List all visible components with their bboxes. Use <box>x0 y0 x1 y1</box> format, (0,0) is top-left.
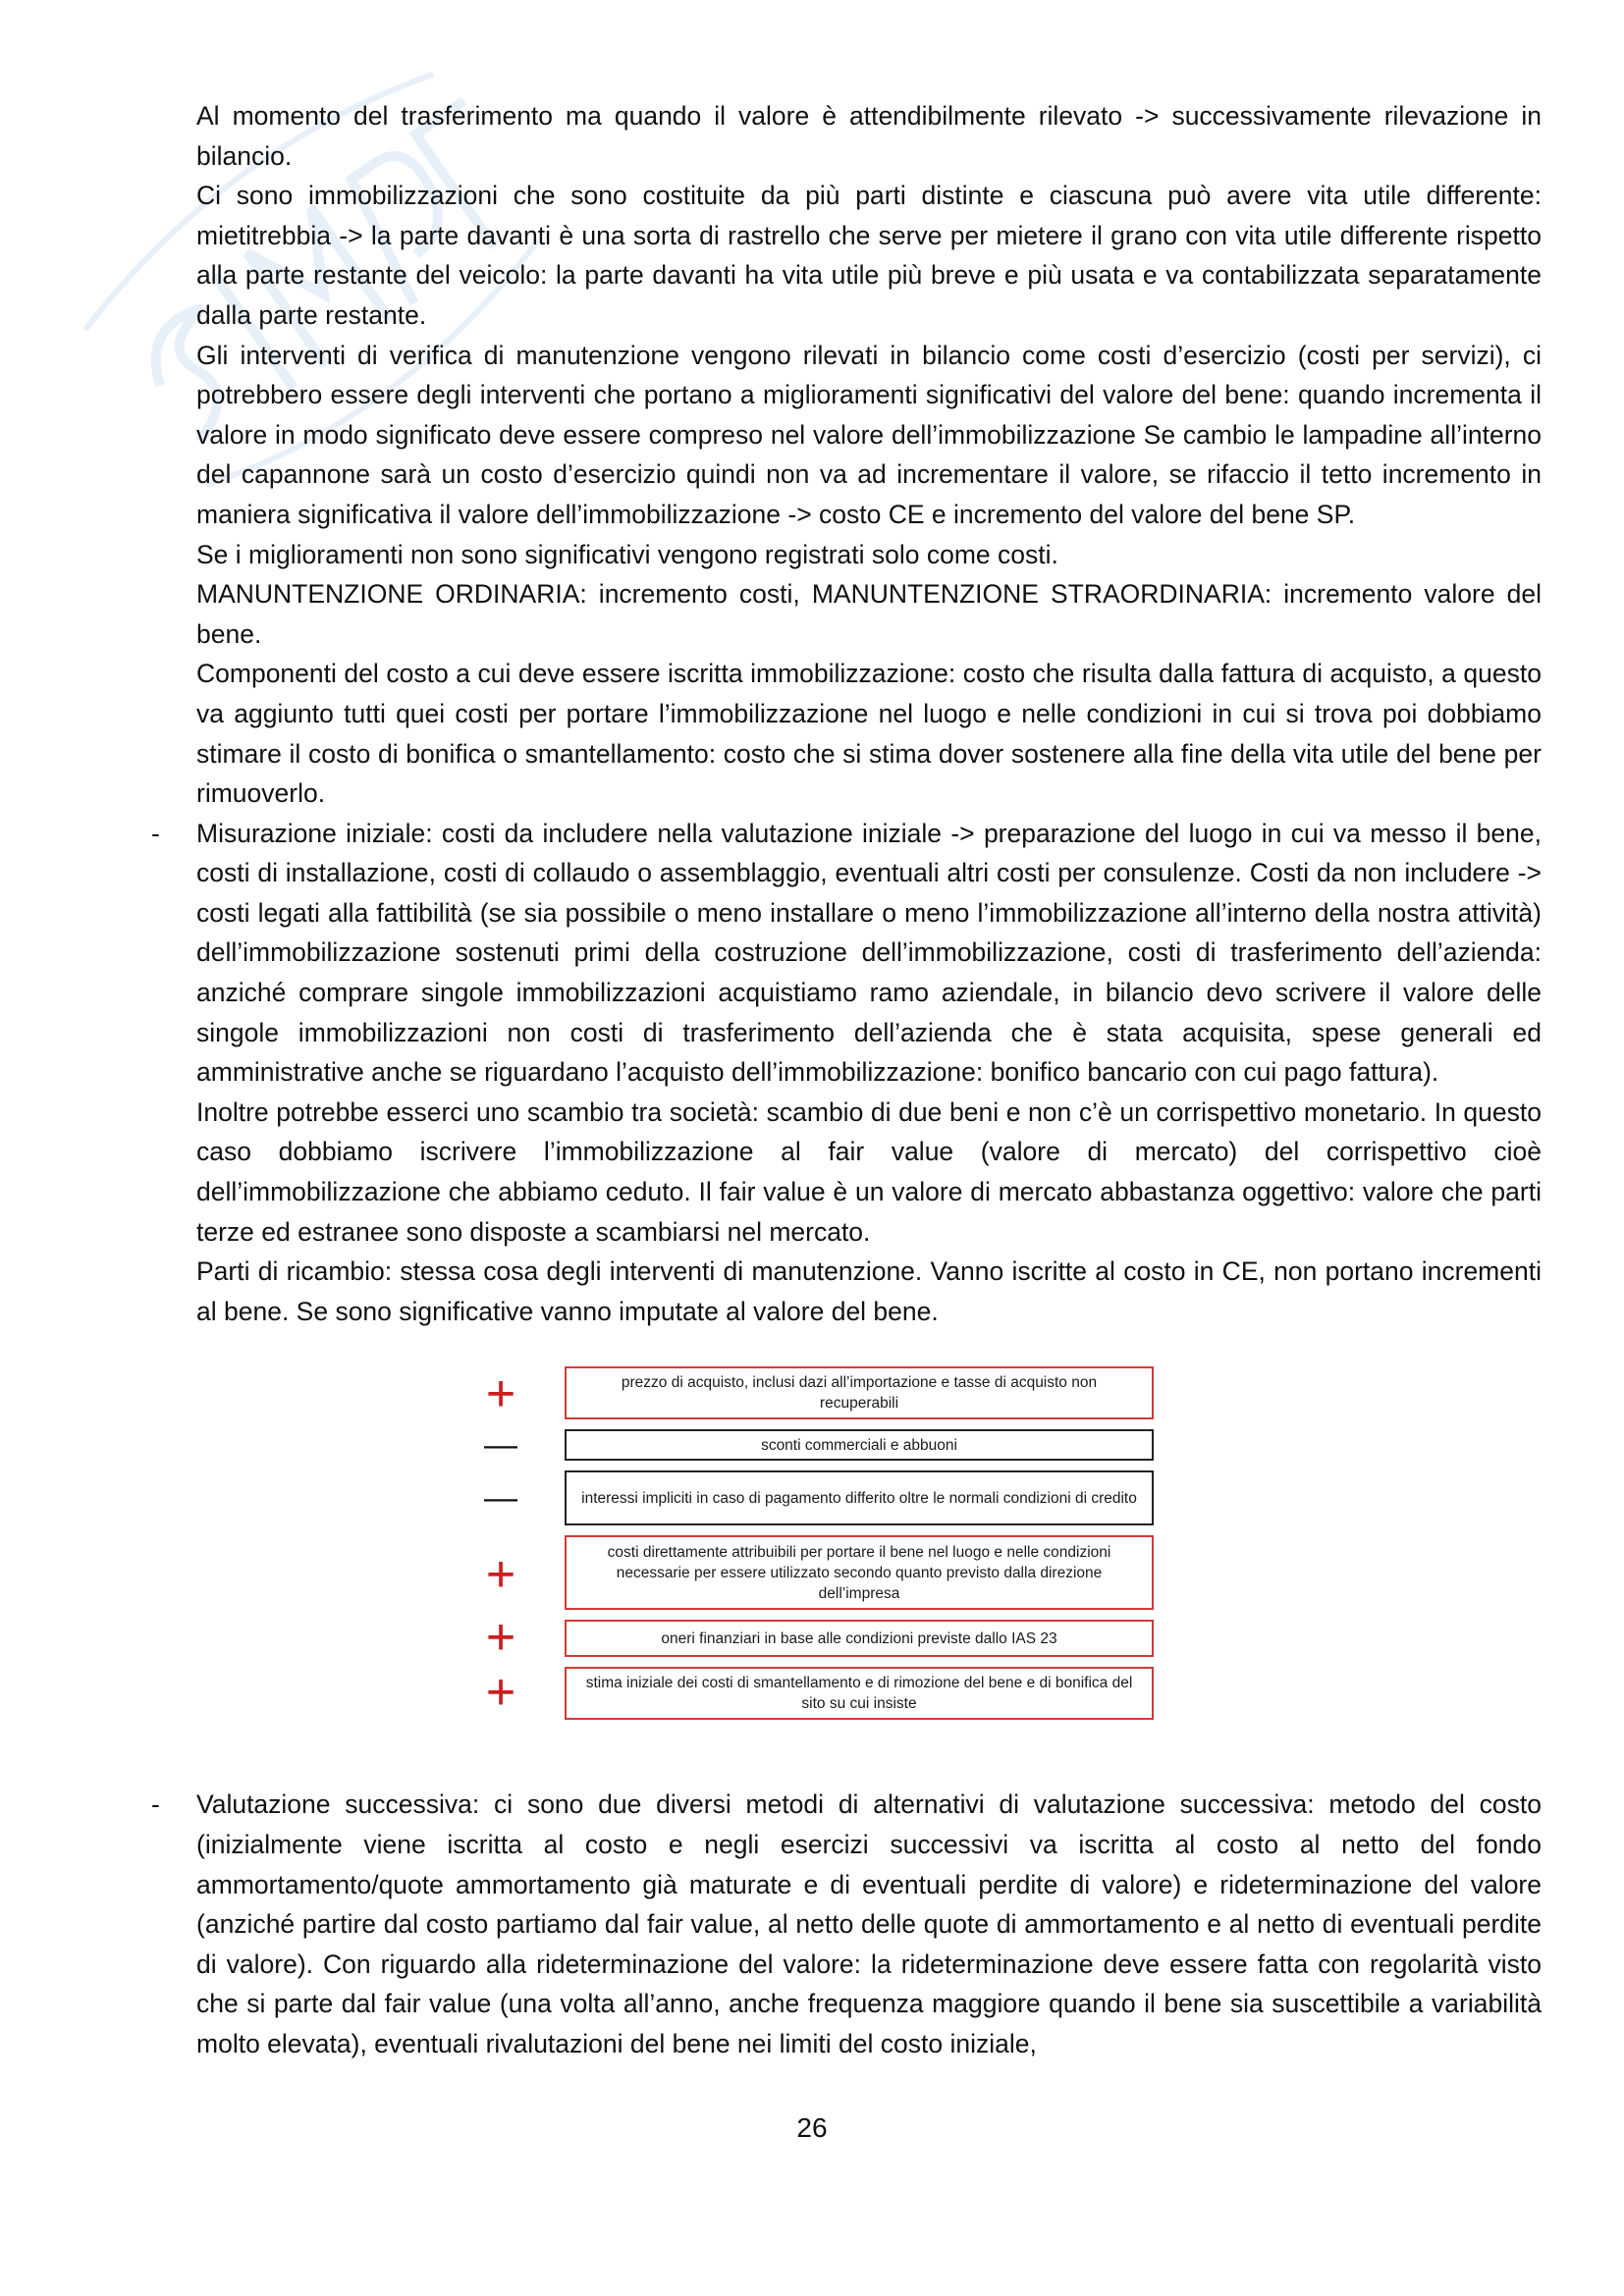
figure-box: costi direttamente attribuibili per portare il bene nel luogo e nelle condizioni necessarie per essere utilizzato secondo quanto previsto dalla direzione dell’impresa <box>565 1535 1154 1610</box>
paragraph: Inoltre potrebbe esserci uno scambio tra società: scambio di due beni e non c’è un corrispettivo monetario. In questo caso dobbiamo iscrivere l’immobilizzazione al fair value (valore di mercato) del corrispettivo cioè dell’immobilizzazione che abbiamo ceduto. Il fair value è un valore di mercato abbastanza oggettivo: valore che parti terze ed estranee sono disposte a scambiarsi nel mercato. <box>196 1096 1542 1247</box>
paragraph: Parti di ricambio: stessa cosa degli interventi di manutenzione. Vanno iscritte al costo in CE, non portano incrementi al bene. Se sono significative vanno imputate al valore del bene. <box>196 1256 1542 1326</box>
bullet-dash: - <box>151 818 160 848</box>
document-body <box>151 96 1542 2064</box>
bullet-misurazione-iniziale <box>151 814 1542 1093</box>
paragraph: Gli interventi di verifica di manutenzione vengono rilevati in bilancio come costi d’esercizio (costi per servizi), ci potrebbero essere degli interventi che portano a miglioramenti significativi del valore del bene: quando incrementa il valore in modo significato deve essere compreso nel valore dell’immobilizzazione Se cambio le lampadine all’interno del capannone sarà un costo d’esercizio quindi non va ad incrementare il valore, se rifaccio il tetto incremento in maniera significativa il valore dell’immobilizzazione -> costo CE e incremento del valore del bene SP. <box>196 340 1542 529</box>
plus-icon: + <box>485 1609 516 1667</box>
figure-box: stima iniziale dei costi di smantellamento e di rimozione del bene e di bonifica del sito su cui insiste <box>565 1667 1154 1720</box>
bullet-valutazione-successiva <box>151 1785 1542 2063</box>
plus-icon: + <box>485 1365 516 1423</box>
plus-icon: + <box>485 1664 516 1722</box>
plus-icon: + <box>485 1546 516 1604</box>
paragraph: Al momento del trasferimento ma quando il valore è attendibilmente rilevato -> successivamente rilevazione in bilancio. <box>196 101 1542 171</box>
bullet-text: Valutazione successiva: ci sono due diversi metodi di alternativi di valutazione successiva: metodo del costo (inizialmente viene iscritta al costo e negli esercizi successivi va iscritta al costo al netto del fondo ammortamento/quote ammortamento già maturate e di eventuali perdite di valore) e rideterminazione del valore (anziché partire dal costo partiamo dal fair value, al netto delle quote di ammortamento e al netto di eventuali perdite di valore). Con riguardo alla rideterminazione del valore: la rideterminazione deve essere fatta con regolarità visto che si parte dal fair value (una volta all’anno, anche frequenza maggiore quando il bene sia suscettibile a variabilità molto elevata), eventuali rivalutazioni del bene nei limiti del costo iniziale, <box>196 1789 1542 2058</box>
minus-icon: — <box>484 1426 517 1465</box>
page-number: 26 <box>796 2112 828 2143</box>
bullet-dash: - <box>151 1789 160 1820</box>
figure-box: interessi impliciti in caso di pagamento differito oltre le normali condizioni di credito <box>565 1470 1154 1525</box>
paragraph: Se i miglioramenti non sono significativi vengono registrati solo come costi. <box>196 539 1058 569</box>
paragraph: Componenti del costo a cui deve essere iscritta immobilizzazione: costo che risulta dalla fattura di acquisto, a questo va aggiunto tutti quei costi per portare l’immobilizzazione nel luogo e nelle condizioni in cui si trova poi dobbiamo stimare il costo di bonifica o smantellamento: costo che si stima dover sostenere alla fine della vita utile del bene per rimuoverlo. <box>196 659 1542 809</box>
paragraph: Ci sono immobilizzazioni che sono costituite da più parti distinte e ciascuna può avere vita utile differente: mietitrebbia -> la parte davanti è una sorta di rastrello che serve per mietere il grano con vita utile differente rispetto alla parte restante del veicolo: la parte davanti ha vita utile più breve e più usata e va contabilizzata separatamente dalla parte restante. <box>196 181 1542 330</box>
bullet-text: Misurazione iniziale: costi da includere nella valutazione iniziale -> preparazione del luogo in cui va messo il bene, costi di installazione, costi di collaudo o assemblaggio, eventuali altri costi per consulenze. Costi da non includere -> costi legati alla fattibilità (se sia possibile o meno installare o meno l’immobilizzazione all’interno della nostra attività) dell’immobilizzazione sostenuti primi della costruzione dell’immobilizzazione, costi di trasferimento dell’azienda: anziché comprare singole immobilizzazioni acquistiamo ramo aziendale, in bilancio devo scrivere il valore delle singole immobilizzazioni non costi di trasferimento dell’azienda che è stata acquisita, spese generali ed amministrative anche se riguardano l’acquisto dell’immobilizzazione: bonifico bancario con cui pago fattura). <box>196 818 1542 1088</box>
paragraph: MANUNTENZIONE ORDINARIA: incremento costi, MANUNTENZIONE STRAORDINARIA: incremento valore del bene. <box>196 579 1542 649</box>
figure-box: oneri finanziari in base alle condizioni previste dallo IAS 23 <box>565 1620 1154 1657</box>
minus-icon: — <box>484 1479 517 1518</box>
figure-box: sconti commerciali e abbuoni <box>565 1429 1154 1461</box>
figure-box: prezzo di acquisto, inclusi dazi all’importazione e tasse di acquisto non recuperabili <box>565 1366 1154 1419</box>
cost-components-figure <box>471 1366 1218 1726</box>
